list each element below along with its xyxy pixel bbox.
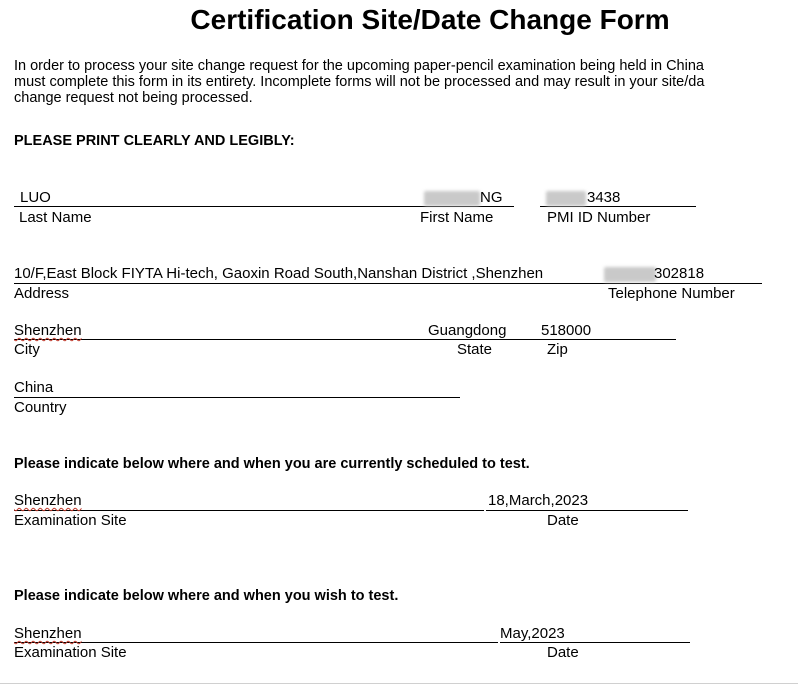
- wished-site-value[interactable]: Shenzhen: [14, 625, 82, 642]
- pmi-id-label: PMI ID Number: [547, 209, 651, 226]
- page-bottom-divider: [0, 683, 798, 684]
- pmi-id-value[interactable]: 3438: [587, 189, 621, 206]
- current-site-underline: [14, 510, 484, 511]
- country-underline: [14, 397, 460, 398]
- current-site-value[interactable]: Shenzhen: [14, 492, 82, 509]
- intro-line-3: change request not being processed.: [14, 90, 253, 106]
- current-date-underline: [486, 510, 688, 511]
- current-date-label: Date: [547, 512, 579, 529]
- last-name-label: Last Name: [19, 209, 92, 226]
- redacted-telephone: [604, 267, 656, 282]
- last-name-value[interactable]: LUO: [20, 189, 51, 206]
- address-text: 10/F,East Block FIYTA Hi-tech, Gaoxin Road South,Nanshan District ,Shenzhen: [14, 265, 544, 282]
- intro-line-2: must complete this form in its entirety. Incomplete forms will not be processed and may result in your site/da: [14, 74, 705, 90]
- wished-date-underline: [500, 642, 690, 643]
- wished-date-value[interactable]: May,2023: [500, 625, 565, 642]
- wished-site-label: Examination Site: [14, 644, 127, 661]
- current-date-value[interactable]: 18,March,2023: [488, 492, 589, 509]
- city-value[interactable]: Shenzhen: [14, 322, 82, 339]
- current-schedule-heading: Please indicate below where and when you are currently scheduled to test.: [14, 456, 530, 472]
- city-label: City: [14, 341, 40, 358]
- wished-schedule-heading: Please indicate below where and when you wish to test.: [14, 588, 399, 604]
- first-name-value[interactable]: NG: [480, 189, 503, 206]
- name-underline: [14, 206, 514, 207]
- telephone-value[interactable]: 302818: [654, 265, 705, 282]
- state-label: State: [457, 341, 493, 358]
- print-instruction: PLEASE PRINT CLEARLY AND LEGIBLY:: [14, 133, 295, 149]
- address-value[interactable]: [14, 265, 543, 282]
- country-label: Country: [14, 399, 67, 416]
- zip-label: Zip: [547, 341, 568, 358]
- intro-line-1: In order to process your site change request for the upcoming paper-pencil examination being held in China: [14, 58, 704, 74]
- address-label: Address: [14, 285, 70, 302]
- current-site-label: Examination Site: [14, 512, 127, 529]
- telephone-label: Telephone Number: [608, 285, 735, 302]
- state-value[interactable]: Guangdong: [428, 322, 507, 339]
- redacted-pmi-id: [546, 191, 586, 206]
- wished-date-label: Date: [547, 644, 579, 661]
- first-name-label: First Name: [420, 209, 494, 226]
- form-title: Certification Site/Date Change Form: [190, 4, 670, 35]
- zip-value[interactable]: 518000: [541, 322, 592, 339]
- pmi-id-underline: [540, 206, 696, 207]
- wished-site-underline: [14, 642, 498, 643]
- country-value[interactable]: China: [14, 379, 54, 396]
- redacted-first-name: [424, 191, 480, 206]
- address-underline: [14, 283, 762, 284]
- intro-paragraph: [14, 58, 798, 106]
- city-underline: [14, 339, 676, 340]
